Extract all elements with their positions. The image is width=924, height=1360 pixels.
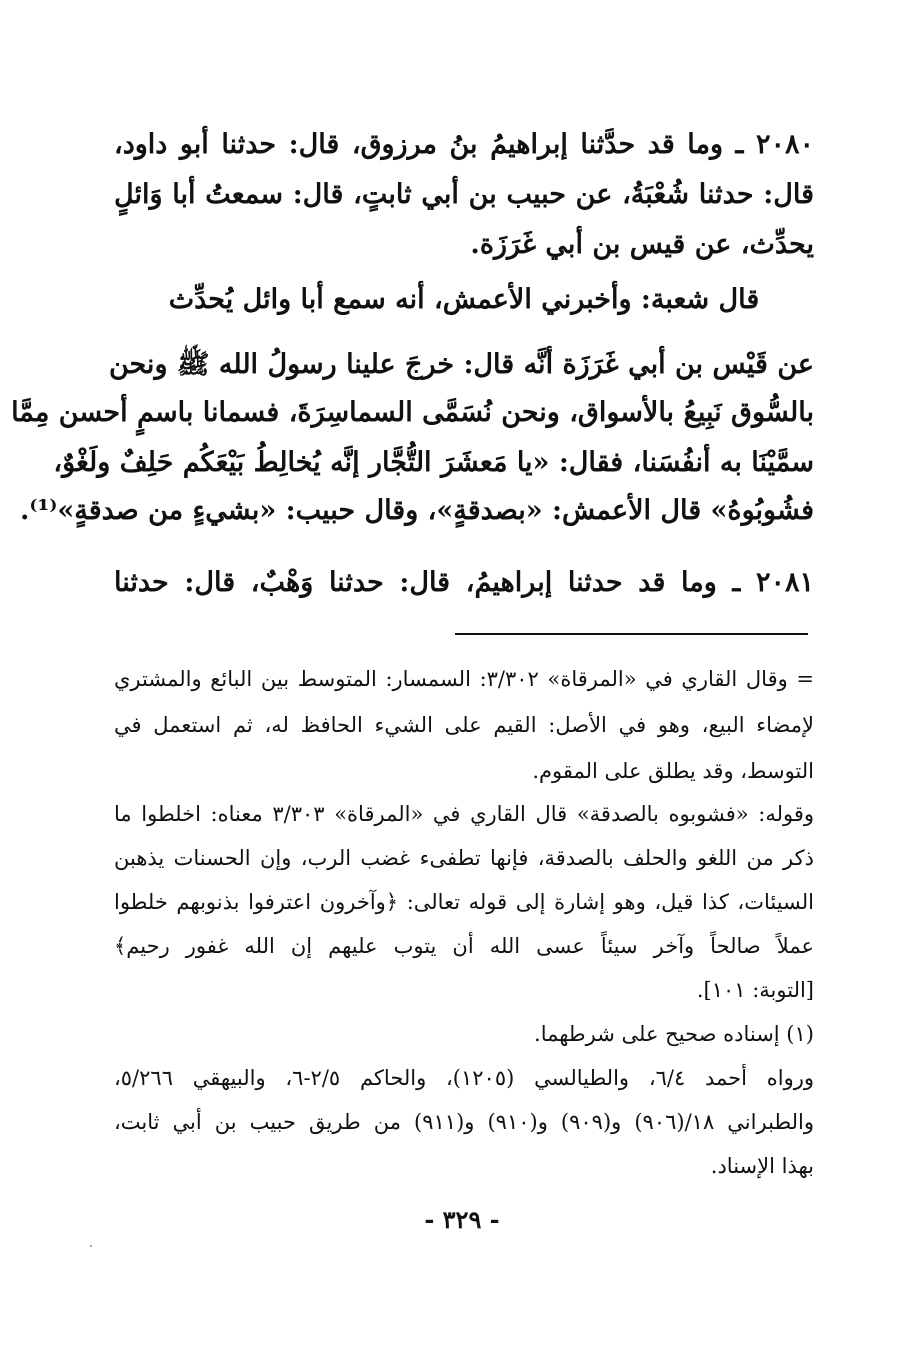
footnote-line-6: السيئات، كذا قيل، وهو إشارة إلى قوله تعالى: ﴿وآخرون اعترفوا بذنوبهم خلطوا bbox=[114, 890, 814, 914]
footnote-line-7: عملاً صالحاً وآخر سيئاً عسى الله أن يتوب عليهم إن الله غفور رحيم﴾ bbox=[114, 934, 814, 958]
footnote-line-8: [التوبة: ١٠١]. bbox=[696, 978, 814, 1002]
footnote-1-line-1: (١) إسناده صحيح على شرطهما. bbox=[534, 1022, 814, 1046]
footnote-line-1: = وقال القاري في «المرقاة» ٣/٣٠٢: السمسار: المتوسط بين البائع والمشتري bbox=[114, 667, 814, 691]
hadith-text-line-3: سمَّيْنَا به أنفُسَنا، فقال: «يا مَعشَرَ التُّجَّار إنَّه يُخالِطُ بَيْعَكُم حَلِفٌ ولَغْوٌ، bbox=[53, 447, 814, 478]
footnote-separator bbox=[455, 633, 808, 635]
hadith-text-line-4: فشُوبُوهُ» قال الأعمش: «بصدقةٍ»، وقال حبيب: «بشيءٍ من صدقةٍ»⁽¹⁾. bbox=[20, 495, 814, 526]
hadith-2081-line-1: ٢٠٨١ ـ وما قد حدثنا إبراهيمُ، قال: حدثنا وَهْبٌ، قال: حدثنا bbox=[114, 567, 814, 598]
footnote-1-line-4: بهذا الإسناد. bbox=[710, 1154, 814, 1178]
footnote-line-2: لإمضاء البيع، وهو في الأصل: القيم على الشيء الحافظ له، ثم استعمل في bbox=[114, 713, 814, 737]
hadith-2080-line-1: ٢٠٨٠ ـ وما قد حدَّثنا إبراهيمُ بنُ مرزوق، قال: حدثنا أبو داود، bbox=[114, 129, 814, 160]
hadith-text-line-2: بالسُّوق نَبِيعُ بالأسواق، ونحن نُسَمَّى السماسِرَةَ، فسمانا باسمٍ أحسن مِمَّا bbox=[11, 397, 814, 428]
footnote-line-3: التوسط، وقد يطلق على المقوم. bbox=[532, 759, 814, 783]
footnote-line-5: ذكر من اللغو والحلف بالصدقة، فإنها تطفىء غضب الرب، وإن الحسنات يذهبن bbox=[114, 846, 814, 870]
hadith-2080-line-2: قال: حدثنا شُعْبَةُ، عن حبيب بن أبي ثابتٍ، قال: سمعتُ أبا وَائلٍ bbox=[114, 179, 814, 210]
page-number: - ٣٢٩ - bbox=[424, 1205, 500, 1234]
footnote-line-4: وقوله: «فشوبوه بالصدقة» قال القاري في «المرقاة» ٣/٣٠٣ معناه: اخلطوا ما bbox=[114, 802, 815, 826]
footnote-1-line-3: والطبراني ١٨/(٩٠٦) و(٩٠٩) و(٩١٠) و(٩١١) من طريق حبيب بن أبي ثابت، bbox=[114, 1110, 815, 1134]
shuba-report-line: قال شعبة: وأخبرني الأعمش، أنه سمع أبا وائل يُحدِّث bbox=[168, 284, 760, 315]
hadith-text-line-1: عن قَيْس بن أبي غَرَزَة أنَّه قال: خرجَ علينا رسولُ الله ﷺ ونحن bbox=[108, 349, 814, 380]
hadith-2080-line-3: يحدِّث، عن قيس بن أبي غَرَزَة. bbox=[470, 229, 814, 260]
footnote-1-line-2: ورواه أحمد ٦/٤، والطيالسي (١٢٠٥)، والحاكم ٢/٥-٦، والبيهقي ٥/٢٦٦، bbox=[114, 1066, 815, 1090]
scan-speck bbox=[90, 1245, 92, 1247]
